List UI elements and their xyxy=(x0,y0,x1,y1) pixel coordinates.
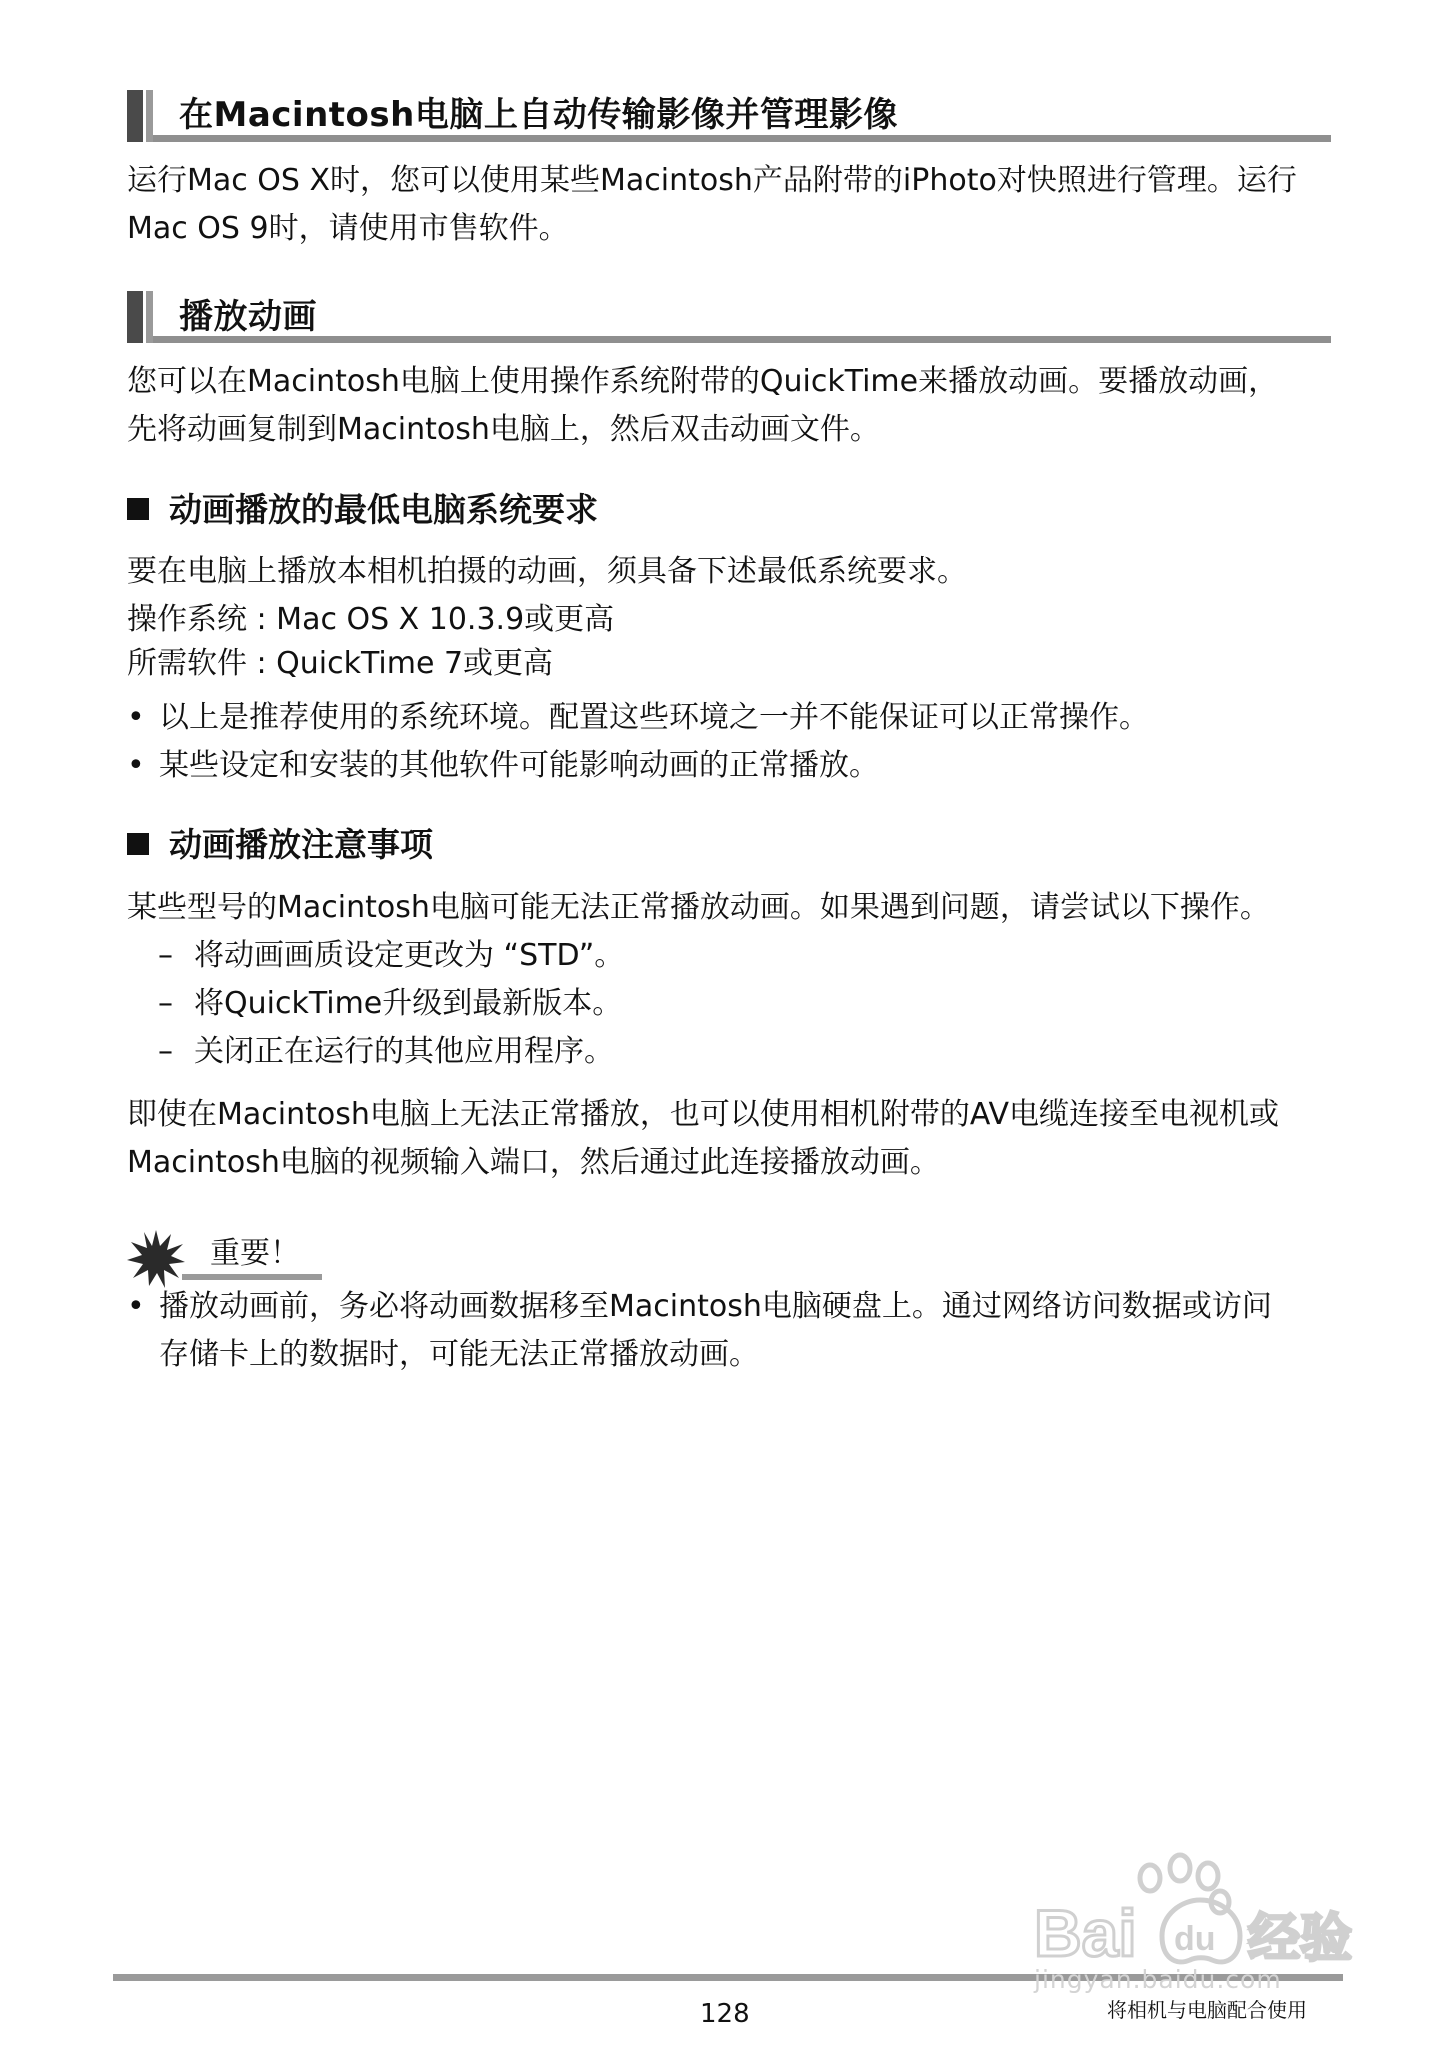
square-bullet-icon xyxy=(127,498,149,520)
dash-icon: – xyxy=(158,938,173,973)
requirement-os: 操作系统 : Mac OS X 10.3.9或更高 xyxy=(127,602,615,637)
dash-icon: – xyxy=(158,1034,173,1069)
important-label: 重要！ xyxy=(210,1236,300,1271)
list-item-text: 将QuickTime升级到最新版本。 xyxy=(194,986,623,1021)
header-underline xyxy=(153,336,1331,343)
subheading-text: 动画播放注意事项 xyxy=(169,825,433,864)
section-title: 播放动画 xyxy=(179,297,317,337)
watermark-url: jingyan.baidu.com xyxy=(1034,1965,1282,1994)
list-item xyxy=(127,742,1337,790)
list-item-text: 以上是推荐使用的系统环境。配置这些环境之一并不能保证可以正常操作。 xyxy=(159,700,1149,735)
paragraph-line: 运行Mac OS X时，您可以使用某些Macintosh产品附带的iPhoto对快照进行管理。运行 xyxy=(127,163,1297,198)
list-item-text: 播放动画前，务必将动画数据移至Macintosh电脑硬盘上。通过网络访问数据或访问 xyxy=(159,1289,1272,1324)
list-item-text: 存储卡上的数据时，可能无法正常播放动画。 xyxy=(159,1337,759,1372)
paragraph-line: 您可以在Macintosh电脑上使用操作系统附带的QuickTime来播放动画。要播放动画， xyxy=(127,364,1279,399)
bullet-icon: • xyxy=(127,1289,145,1324)
dash-icon: – xyxy=(158,986,173,1021)
important-callout xyxy=(127,1230,322,1282)
paragraph-line: 要在电脑上播放本相机拍摄的动画，须具备下述最低系统要求。 xyxy=(127,554,967,589)
important-underline xyxy=(182,1274,322,1280)
list-item xyxy=(158,1028,624,1076)
troubleshoot-list xyxy=(158,932,624,1076)
section2-paragraph xyxy=(127,358,1337,454)
playback-intro xyxy=(127,884,1337,932)
bullet-icon: • xyxy=(127,748,145,783)
paragraph-line: 先将动画复制到Macintosh电脑上，然后双击动画文件。 xyxy=(127,412,880,447)
paragraph-line: 即使在Macintosh电脑上无法正常播放，也可以使用相机附带的AV电缆连接至电视机或 xyxy=(127,1097,1279,1132)
list-item xyxy=(127,694,1337,742)
paragraph-line: 某些型号的Macintosh电脑可能无法正常播放动画。如果遇到问题，请尝试以下操作。 xyxy=(127,890,1270,925)
header-bar-dark xyxy=(127,291,143,343)
requirement-software: 所需软件 : QuickTime 7或更高 xyxy=(127,646,554,681)
chapter-title: 将相机与电脑配合使用 xyxy=(1107,1998,1307,2022)
header-bar-dark xyxy=(127,90,143,142)
requirements-block xyxy=(127,548,1337,684)
svg-text:经验: 经验 xyxy=(1248,1909,1353,1969)
subheading-playback-notes xyxy=(127,822,433,868)
section-header-auto-transfer xyxy=(127,90,1331,142)
svg-text:du: du xyxy=(1174,1920,1216,1958)
svg-text:Bai: Bai xyxy=(1034,1896,1137,1970)
subheading-text: 动画播放的最低电脑系统要求 xyxy=(169,490,598,529)
list-item xyxy=(158,932,624,980)
section-title: 在Macintosh电脑上自动传输影像并管理影像 xyxy=(179,95,898,135)
square-bullet-icon xyxy=(127,833,149,855)
paragraph-line: Macintosh电脑的视频输入端口，然后通过此连接播放动画。 xyxy=(127,1145,940,1180)
paragraph-line: Mac OS 9时，请使用市售软件。 xyxy=(127,211,569,246)
av-cable-paragraph xyxy=(127,1091,1337,1187)
header-bar-light xyxy=(146,90,153,142)
header-bar-light xyxy=(146,291,153,343)
subheading-min-requirements xyxy=(127,487,598,533)
list-item xyxy=(127,1283,1337,1379)
list-item-text: 关闭正在运行的其他应用程序。 xyxy=(194,1034,614,1069)
section-header-play-movie xyxy=(127,291,1331,343)
bullet-icon: • xyxy=(127,700,145,735)
starburst-warning-icon xyxy=(127,1230,185,1288)
list-item-text: 某些设定和安装的其他软件可能影响动画的正常播放。 xyxy=(159,748,879,783)
list-item-text: 将动画画质设定更改为 “STD”。 xyxy=(194,938,625,973)
important-notes xyxy=(127,1283,1337,1379)
page-number: 128 xyxy=(700,1999,750,2029)
section1-paragraph xyxy=(127,157,1337,253)
list-item xyxy=(158,980,624,1028)
requirements-notes xyxy=(127,694,1337,790)
